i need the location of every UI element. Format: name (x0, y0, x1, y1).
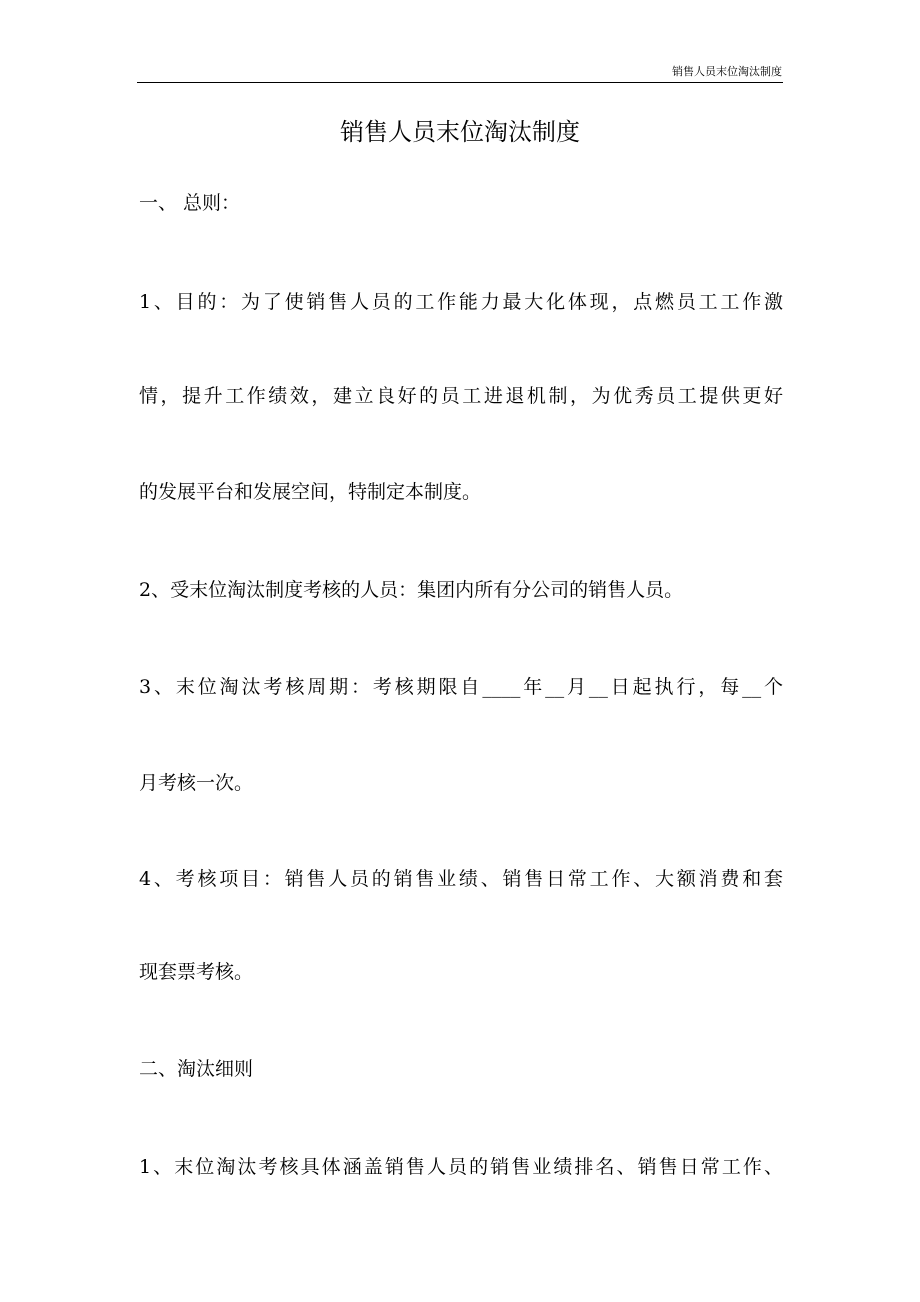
paragraph-line: 现套票考核。 (139, 961, 254, 983)
paragraph-line: 1、末位淘汰考核具体涵盖销售人员的销售业绩排名、销售日常工作、 (139, 1156, 783, 1178)
paragraph-line: 2、受末位淘汰制度考核的人员：集团内所有分公司的销售人员。 (139, 579, 684, 601)
paragraph-line: 3、末位淘汰考核周期：考核期限自____年__月__日起执行，每__个 (139, 676, 783, 698)
header-divider (137, 82, 783, 83)
paragraph-line: 1、目的：为了使销售人员的工作能力最大化体现，点燃员工工作激 (139, 291, 783, 313)
paragraph-line: 情，提升工作绩效，建立良好的员工进退机制，为优秀员工提供更好 (139, 385, 783, 407)
section-heading-general: 一、 总则： (139, 192, 241, 214)
paragraph-line: 的发展平台和发展空间，特制定本制度。 (139, 481, 482, 503)
section-heading-elimination: 二、淘汰细则 (139, 1058, 254, 1080)
header-running-title: 销售人员末位淘汰制度 (672, 65, 782, 78)
paragraph-line: 4、考核项目：销售人员的销售业绩、销售日常工作、大额消费和套 (139, 868, 783, 890)
paragraph-line: 月考核一次。 (139, 772, 254, 794)
document-title: 销售人员末位淘汰制度 (340, 118, 580, 146)
